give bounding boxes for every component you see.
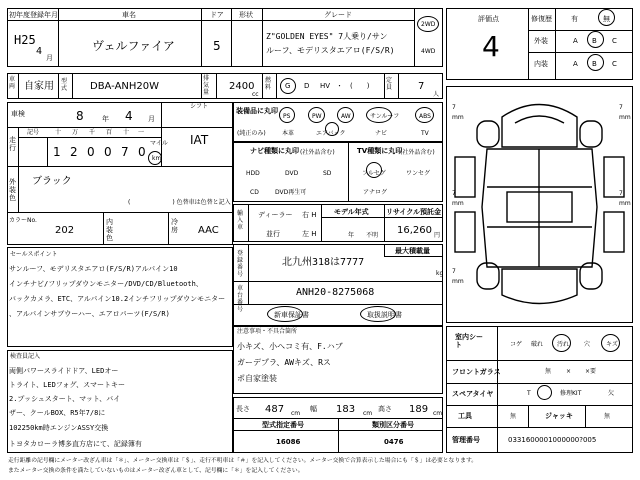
diag-mark-mr: 7 bbox=[619, 190, 623, 197]
fuel-g-circle bbox=[280, 78, 296, 94]
disp-unit: cc bbox=[252, 91, 259, 98]
vin-label: 車台番号 bbox=[237, 285, 244, 313]
fuel-other: ・ ( ) bbox=[336, 82, 370, 90]
inspection-year: 8 bbox=[76, 109, 84, 123]
grade-label: グレード bbox=[324, 11, 352, 19]
seat-item-1: 破れ bbox=[531, 341, 544, 348]
ext-grade-a: A bbox=[573, 37, 578, 45]
seat-stain-circle bbox=[552, 334, 571, 352]
inspector-label: 検査員記入 bbox=[10, 353, 41, 360]
equip-top-0: PS bbox=[283, 113, 291, 120]
spare-item-2: 欠 bbox=[608, 390, 615, 397]
jack-label: ジャッキ bbox=[545, 412, 573, 420]
width-label: 幅 bbox=[310, 405, 317, 413]
mileage-digit-4: 7 bbox=[121, 145, 129, 159]
fuel-label: 燃料 bbox=[265, 77, 272, 91]
tv-item-2: アナログ bbox=[363, 189, 388, 196]
spare-item-1: 修理KIT bbox=[560, 390, 582, 397]
mgmt-value: 0331600001000000?005 bbox=[508, 436, 597, 444]
sales-line-1: インチナビ/フリップダウンモニター/DVD/CD/Bluetooth、 bbox=[9, 280, 203, 288]
glass-item-2: ×要 bbox=[585, 368, 597, 375]
import-dealer: ディーラー bbox=[258, 211, 293, 219]
mileage-digit-1: 2 bbox=[70, 145, 78, 159]
name-value: ヴェルファイア bbox=[92, 39, 175, 53]
drive-4wd: 4WD bbox=[421, 48, 436, 55]
inspection-label: 車検 bbox=[11, 110, 25, 118]
reg-era-year: H25 bbox=[14, 33, 36, 47]
mileage-row-label: 走行 bbox=[9, 136, 16, 152]
spare-item-0: T bbox=[527, 390, 531, 397]
ac-value: AAC bbox=[198, 225, 219, 236]
recycle-value: 16,260 bbox=[397, 225, 432, 236]
vin-value: ANH20-8275068 bbox=[296, 287, 375, 298]
reg-no-value: 北九州318は7777 bbox=[282, 257, 365, 268]
model-label: 型式 bbox=[61, 78, 68, 92]
seat-item-0: コゲ bbox=[510, 341, 523, 348]
equip-top-3: サンルーフ bbox=[370, 113, 400, 120]
interior-label: 内装色 bbox=[106, 218, 113, 242]
disp-label: 排気量 bbox=[203, 75, 210, 96]
mgmt-label: 管理番号 bbox=[452, 436, 480, 444]
reg-year-label: 初年度登録年月 bbox=[9, 11, 58, 19]
shift-label: シフト bbox=[190, 103, 209, 110]
recycle-label: リサイクル預託金 bbox=[386, 208, 442, 216]
model-year-unknown: 不明 bbox=[366, 232, 379, 239]
spare-kit-circle bbox=[537, 385, 552, 400]
diag-unit-bl: mm bbox=[452, 278, 464, 285]
km-circle bbox=[148, 151, 162, 165]
import-parallel: 並行 bbox=[266, 230, 280, 238]
int-grade-b: B bbox=[592, 60, 597, 68]
recycle-unit: 円 bbox=[434, 232, 441, 239]
equipment-sub: (純正のみ) bbox=[237, 130, 266, 137]
grade-value-line2: ルーフ、モデリスタエアロ(F/S/R) bbox=[266, 46, 395, 55]
equip-top-2: AW bbox=[341, 113, 351, 120]
shape-label: 形状 bbox=[239, 11, 253, 19]
mileage-digit-label-2: 万 bbox=[72, 129, 79, 136]
max-load-unit: kg bbox=[436, 270, 444, 277]
warranty-manual: 取扱説明書 bbox=[367, 311, 402, 319]
inspector-line-4: 102250km時エンジンASSY交換 bbox=[9, 424, 109, 432]
diag-unit-tr: mm bbox=[619, 114, 631, 121]
score-label: 評価点 bbox=[478, 15, 499, 23]
sales-line-3: 、アルパインサブウーハー、エアロパーツ(F/S/R) bbox=[9, 310, 170, 318]
mileage-digit-label-0: 記号 bbox=[27, 129, 40, 136]
exterior-label: 外装色 bbox=[9, 178, 16, 202]
ext-grade-b: B bbox=[592, 37, 597, 45]
equip-abs-circle bbox=[415, 107, 434, 123]
height-unit: cm bbox=[433, 410, 443, 417]
footer-line-2: またメーター交換の条件を満たしていないものはメーター改ざん車として、記号欄に「＊」を記入してください。 bbox=[8, 468, 304, 474]
diag-unit-ml: mm bbox=[452, 200, 464, 207]
ext-grade-b-circle bbox=[587, 31, 604, 48]
equip-airbag-circle bbox=[325, 122, 339, 136]
length-value: 487 bbox=[265, 404, 285, 415]
equip-aw-circle bbox=[337, 107, 354, 123]
use-value: 自家用 bbox=[24, 81, 54, 92]
equip-top-1: PW bbox=[312, 113, 322, 120]
navi-item-2: SD bbox=[323, 170, 332, 177]
inspection-month-unit: 月 bbox=[148, 115, 155, 123]
seat-item-2: 汚れ bbox=[557, 341, 570, 348]
navi-item-3: CD bbox=[250, 189, 259, 196]
sales-line-2: バックカメラ、ETC、アルパイン10.2インチフリップダウンモニター bbox=[9, 295, 226, 303]
equip-sunroof-circle bbox=[366, 107, 392, 123]
equip-top-4: ABS bbox=[419, 113, 431, 120]
diag-unit-mr: mm bbox=[619, 200, 631, 207]
notes-line-1: ガーデプラ、AWキズ、Rス bbox=[237, 358, 331, 367]
seat-scratch-circle bbox=[601, 334, 620, 352]
ext-grade-c: C bbox=[612, 37, 617, 45]
spare-label: スペアタイヤ bbox=[452, 390, 494, 398]
footer-line-1: 走行距離の記号欄にメーター改ざん車は「＊」、メーター交換車は「＄」、走行不明車は「＃」を記入してください。メーター交換で合算表示した場合にも「＄」は必要となります。 bbox=[8, 458, 478, 464]
length-unit: cm bbox=[291, 410, 301, 417]
tv-label: TV種類に丸印 bbox=[357, 147, 403, 155]
tv-sub: (社外品含む) bbox=[400, 149, 435, 156]
car-diagram bbox=[447, 87, 632, 322]
color-no-value: 202 bbox=[55, 225, 75, 236]
cap-unit: 人 bbox=[433, 91, 440, 98]
model-year-label: モデル年式 bbox=[334, 208, 369, 216]
diag-mark-bl: 7 bbox=[452, 268, 456, 275]
notes-line-2: ポ自家塗装 bbox=[237, 374, 277, 383]
cap-value: 7 bbox=[418, 81, 425, 92]
grade-value-line1: Z"GOLDEN EYES" 7人乗り/サン bbox=[266, 32, 388, 41]
int-label: 内装 bbox=[534, 60, 548, 68]
equipment-label: 装備品に丸印 bbox=[236, 107, 278, 115]
tools-label: 工具 bbox=[458, 412, 472, 420]
mileage-digit-3: 0 bbox=[104, 145, 112, 159]
door-value: 5 bbox=[213, 39, 221, 53]
navi-label: ナビ種類に丸印 bbox=[250, 147, 299, 155]
mileage-digit-label-6: 一 bbox=[138, 129, 145, 136]
mileage-digit-0: 1 bbox=[53, 145, 61, 159]
fuel-d: D bbox=[304, 82, 310, 90]
seat-item-4: キズ bbox=[606, 341, 618, 348]
fuel-g: G bbox=[285, 82, 291, 90]
exterior-value: ブラック bbox=[32, 176, 72, 187]
inspector-line-0: 両側パワースライドドア、LEDオー bbox=[9, 367, 119, 375]
tv-fullseg-circle bbox=[366, 162, 382, 178]
door-label: ドア bbox=[210, 11, 224, 19]
max-load-label: 最大積載量 bbox=[395, 247, 430, 255]
repaint-no-circle bbox=[598, 9, 615, 26]
int-grade-a: A bbox=[573, 60, 578, 68]
warranty-new-car: 新車保証書 bbox=[274, 311, 309, 319]
sales-line-0: サンルーフ、モデリスタエアロ(F/S/R)アルパイン10 bbox=[9, 265, 178, 273]
reg-no-label: 登録番号 bbox=[237, 250, 244, 278]
shift-value: IAT bbox=[190, 133, 209, 147]
sales-points-label: セールスポイント bbox=[10, 251, 58, 258]
navi-sub: (社外品含む) bbox=[300, 149, 335, 156]
width-unit: cm bbox=[363, 410, 373, 417]
warranty-manual-circle bbox=[360, 306, 396, 322]
mile-label: マイル bbox=[150, 140, 168, 147]
equip-pw-circle bbox=[308, 107, 325, 123]
reg-month: 4 bbox=[36, 46, 43, 57]
tv-item-1: ワンセグ bbox=[406, 170, 431, 177]
cap-label: 定員 bbox=[386, 77, 393, 91]
seat-label: 室内シート bbox=[455, 333, 483, 349]
import-label: 輸入車 bbox=[237, 210, 244, 231]
model-value: DBA-ANH20W bbox=[90, 81, 160, 92]
color-no-label: カラーNo. bbox=[9, 217, 37, 224]
drive-2wd-circle bbox=[417, 16, 439, 32]
tv-item-0: フルセグ bbox=[362, 170, 386, 177]
equip-bottom-1: エアバック bbox=[316, 130, 346, 137]
navi-item-0: HDD bbox=[246, 170, 260, 177]
inspector-line-2: 2.プッシュスタート、マット、バイ bbox=[9, 395, 121, 403]
ac-label: 冷房 bbox=[171, 218, 178, 234]
equip-ps-circle bbox=[279, 107, 295, 123]
import-left: 左 H bbox=[302, 230, 317, 238]
glass-item-0: 無 bbox=[545, 368, 552, 375]
mileage-digit-5: 0 bbox=[138, 145, 146, 159]
inspector-line-1: トライト、LEDフォグ、スマートキー bbox=[9, 381, 126, 389]
equip-bottom-3: TV bbox=[421, 130, 429, 137]
inspection-month: 4 bbox=[125, 109, 133, 123]
mileage-digit-label-5: 十 bbox=[123, 129, 130, 136]
length-label: 長さ bbox=[236, 405, 250, 413]
int-grade-c: C bbox=[612, 60, 617, 68]
int-grade-b-circle bbox=[587, 54, 604, 71]
seat-item-3: 穴 bbox=[584, 341, 591, 348]
inspector-line-3: ザー、クールBOX、R5年7/8に bbox=[9, 409, 106, 417]
mileage-digit-label-3: 千 bbox=[89, 129, 96, 136]
notes-line-0: 小キズ、小ヘコミ有、F.ハブ bbox=[237, 342, 343, 351]
inspector-line-5: トヨタカローラ博多直方店にて、記録簿有 bbox=[9, 440, 142, 448]
import-right: 右 H bbox=[302, 211, 317, 219]
type-no-value: 16086 bbox=[276, 438, 301, 446]
mileage-digit-label-1: 十 bbox=[55, 129, 62, 136]
warranty-new-car-circle bbox=[267, 306, 303, 322]
mileage-digit-2: 0 bbox=[87, 145, 95, 159]
glass-label: フロントガラス bbox=[452, 368, 501, 376]
equip-bottom-2: ナビ bbox=[375, 130, 388, 137]
diag-unit-tl: mm bbox=[452, 114, 464, 121]
use-label: 車 両 bbox=[9, 76, 22, 90]
class-label: 類別区分番号 bbox=[372, 421, 414, 429]
glass-item-1: × bbox=[566, 368, 572, 375]
mileage-digit-label-4: 百 bbox=[106, 129, 113, 136]
ext-label: 外装 bbox=[534, 37, 548, 45]
fuel-hv: HV bbox=[320, 82, 331, 90]
height-label: 高さ bbox=[378, 405, 392, 413]
km-label: km bbox=[152, 155, 162, 162]
type-no-label: 型式指定番号 bbox=[262, 421, 304, 429]
repaint-no: 無 bbox=[603, 15, 610, 23]
exterior-note: ( ) 色替車は色替と記入 bbox=[128, 199, 231, 206]
diag-mark-tr: 7 bbox=[619, 104, 623, 111]
tools-value: 無 bbox=[510, 413, 517, 420]
navi-item-1: DVD bbox=[285, 170, 299, 177]
navi-item-4: DVD再生可 bbox=[275, 189, 307, 196]
jack-value: 無 bbox=[604, 413, 611, 420]
name-label: 車名 bbox=[122, 11, 136, 19]
class-value: 0476 bbox=[384, 438, 404, 446]
repaint-label: 修復歴 bbox=[531, 15, 552, 23]
height-value: 189 bbox=[409, 404, 429, 415]
diag-mark-ml: 7 bbox=[452, 190, 456, 197]
equip-bottom-0: 本革 bbox=[282, 130, 295, 137]
disp-value: 2400 bbox=[229, 81, 255, 92]
notes-label: 注意事項・不具合箇所 bbox=[237, 328, 298, 335]
diag-mark-tl: 7 bbox=[452, 104, 456, 111]
reg-month-unit: 月 bbox=[46, 54, 53, 62]
width-value: 183 bbox=[336, 404, 356, 415]
repaint-yes: 有 bbox=[571, 15, 578, 23]
left-block bbox=[7, 102, 233, 245]
model-year-unit: 年 bbox=[348, 232, 355, 239]
score-value: 4 bbox=[482, 30, 500, 63]
inspection-year-unit: 年 bbox=[102, 115, 109, 123]
drive-2wd: 2WD bbox=[421, 21, 436, 28]
